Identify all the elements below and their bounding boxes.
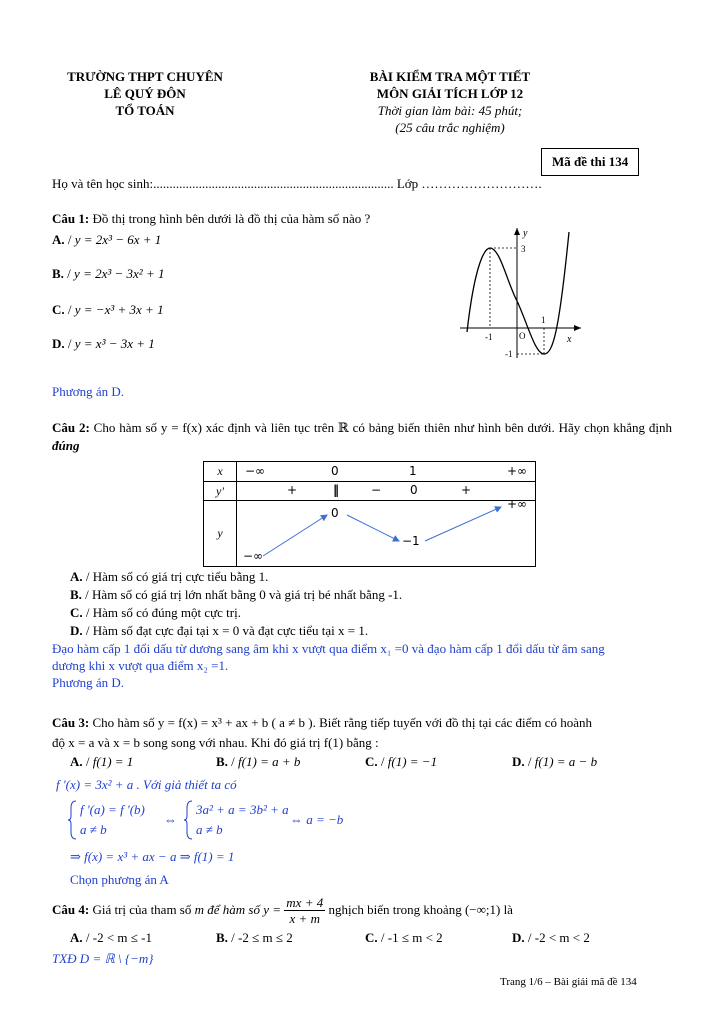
option-expr: f(1) = a + b — [238, 754, 301, 769]
vt-x-val: 1 — [409, 464, 417, 478]
option-letter: C. — [70, 605, 83, 620]
sys2-line1: 3a² + a = 3b² + a — [196, 802, 289, 817]
arrow-up-1 — [263, 515, 327, 556]
option-expr: y = 2x³ − 6x + 1 — [74, 232, 162, 247]
q4-stem — [52, 895, 513, 931]
vt-y-val: −∞ — [243, 549, 264, 563]
q1-option-d[interactable] — [52, 336, 155, 352]
option-sep: / — [64, 302, 75, 317]
vt-x-val: −∞ — [245, 464, 266, 478]
option-letter: A. — [52, 232, 65, 247]
exam-count: (25 câu trắc nghiệm) — [395, 120, 505, 135]
option-text: / Hàm số có giá trị cực tiểu bằng 1. — [82, 569, 269, 584]
q4-option-b[interactable] — [216, 930, 293, 946]
q1-option-c[interactable] — [52, 302, 164, 318]
vt-x-val: 0 — [331, 464, 339, 478]
option-text: / Hàm số có đúng một cực trị. — [82, 605, 241, 620]
q4-fraction — [284, 895, 325, 926]
option-sep: / — [377, 754, 388, 769]
school-header — [40, 68, 250, 119]
y-axis-label: y — [523, 228, 528, 239]
option-text: / Hàm số đạt cực đại tại x = 0 và đạt cực tiểu tại x = 1. — [82, 623, 369, 638]
q4-denominator: x + m — [289, 911, 320, 926]
school-line2: LÊ QUÝ ĐÔN — [104, 86, 186, 101]
q2-option-c[interactable] — [70, 605, 241, 621]
option-sep: / — [64, 232, 75, 247]
school-line3: TỔ TOÁN — [115, 103, 175, 118]
left-brace-icon — [184, 800, 194, 840]
option-expr: f(1) = a − b — [534, 754, 598, 769]
q1-answer: Phương án D. — [52, 384, 125, 399]
x-axis-label: x — [567, 334, 572, 345]
sys1-line1: f '(a) = f '(b) — [80, 802, 145, 817]
option-letter: D. — [512, 930, 525, 945]
exam-code: Mã đề thi 134 — [552, 154, 629, 169]
vt-yp-sign: ‖ — [333, 483, 339, 497]
vt-y-label: y — [204, 501, 237, 567]
q3-option-b[interactable] — [216, 754, 300, 770]
q1-stem — [52, 211, 370, 227]
vt-arrows — [237, 501, 537, 567]
arrow-up-2 — [425, 507, 501, 541]
exam-header — [330, 68, 570, 136]
q1-option-b[interactable] — [52, 266, 164, 282]
vt-y-val: 0 — [331, 506, 339, 520]
q1-graph — [455, 222, 585, 362]
q4-numerator: mx + 4 — [286, 895, 324, 910]
option-letter: B. — [70, 587, 82, 602]
q3-option-a[interactable] — [70, 754, 133, 770]
q2-answer: Phương án D. — [52, 675, 125, 690]
sys1-line2: a ≠ b — [80, 822, 107, 837]
tick-label-3: 3 — [521, 244, 526, 254]
option-letter: A. — [70, 569, 83, 584]
exam-title1: BÀI KIỂM TRA MỘT TIẾT — [369, 69, 531, 84]
y-axis-arrow-icon — [514, 228, 520, 235]
option-letter: D. — [70, 623, 83, 638]
option-letter: B. — [52, 266, 64, 281]
option-letter: A. — [70, 930, 83, 945]
q2-text: Cho hàm số y = f(x) xác định và liên tục trên ℝ có bảng biến thiên như hình bên dưới. Hãy chọn khẳng định — [89, 420, 672, 435]
q2-option-a[interactable] — [70, 569, 268, 585]
q2-label: Câu 2: — [52, 420, 90, 435]
q2-explain-line2: dương khi x vượt qua điểm x₂ =1. — [52, 658, 229, 673]
vt-x-label: x — [204, 462, 237, 482]
q3-text1: Cho hàm số y = f(x) = x³ + ax + b ( a ≠ b ). Biết rằng tiếp tuyến với đồ thị tại các điểm có hoành — [89, 715, 593, 730]
student-line: Họ và tên học sinh:.......................................................................... Lớp ………………………. — [52, 176, 542, 191]
variation-table — [203, 461, 536, 567]
vt-y-val: +∞ — [507, 497, 528, 511]
exam-time: Thời gian làm bài: 45 phút; — [377, 103, 523, 118]
vt-yp-row — [237, 482, 536, 501]
option-expr: y = 2x³ − 3x² + 1 — [74, 266, 165, 281]
option-sep: / — [63, 266, 75, 281]
option-letter: B. — [216, 754, 228, 769]
vt-yp-sign: − — [371, 483, 382, 497]
option-expr: y = −x³ + 3x + 1 — [74, 302, 164, 317]
q4-text-post: nghịch biến trong khoảng (−∞;1) là — [328, 902, 513, 917]
iff-1: ⇔ — [164, 812, 177, 827]
q3-option-c[interactable] — [365, 754, 437, 770]
q4-option-d[interactable] — [512, 930, 590, 946]
origin-label: O — [519, 331, 526, 341]
option-letter: D. — [52, 336, 65, 351]
option-sep: / — [82, 754, 93, 769]
option-text: / -2 ≤ m ≤ 2 — [227, 930, 293, 945]
q3-solution-line3: ⇒ f(x) = x³ + ax − a ⇒ f(1) = 1 — [70, 849, 235, 864]
option-expr: y = x³ − 3x + 1 — [74, 336, 155, 351]
tick-label-minus1-x: -1 — [485, 332, 493, 342]
option-sep: / — [227, 754, 239, 769]
q2-explain-line1: Đạo hàm cấp 1 đổi dấu từ dương sang âm khi x vượt qua điểm x₁ =0 và đạo hàm cấp 1 đổi dấu từ âm sang — [52, 641, 605, 656]
x-axis-arrow-icon — [574, 325, 581, 331]
school-line1: TRƯỜNG THPT CHUYÊN — [67, 69, 223, 84]
q4-option-a[interactable] — [70, 930, 152, 946]
q3-sol1: f '(x) = 3x² + a . Với giả thiết ta có — [56, 777, 237, 792]
arrow-down — [347, 515, 399, 541]
q3-label: Câu 3: — [52, 715, 90, 730]
left-brace-icon — [68, 800, 78, 840]
option-text: / -2 < m < 2 — [524, 930, 590, 945]
tick-label-1: 1 — [541, 315, 546, 325]
q1-option-a[interactable] — [52, 232, 161, 248]
q2-explanation — [52, 640, 605, 691]
option-sep: / — [524, 754, 535, 769]
q4-label: Câu 4: — [52, 902, 90, 917]
q2-option-b[interactable] — [70, 587, 402, 603]
vt-x-val: +∞ — [507, 464, 528, 478]
q3-answer: Chọn phương án A — [70, 872, 169, 887]
option-expr: f(1) = 1 — [92, 754, 134, 769]
q4-txd: TXĐ D = ℝ \ {−m} — [52, 951, 154, 966]
vt-yp-label: y' — [204, 482, 237, 501]
q4-text-mid: để hàm số y = — [204, 902, 285, 917]
option-letter: C. — [365, 754, 378, 769]
option-text: / Hàm số có giá trị lớn nhất bằng 0 và giá trị bé nhất bằng -1. — [81, 587, 403, 602]
q2-option-d[interactable] — [70, 623, 368, 639]
q3-stem — [52, 713, 592, 753]
sys-result: ⇔ a = −b — [290, 812, 344, 827]
q1-label: Câu 1: — [52, 211, 90, 226]
exam-code-box — [541, 148, 639, 176]
option-letter: B. — [216, 930, 228, 945]
option-text: / -2 < m ≤ -1 — [82, 930, 152, 945]
sys2-line2: a ≠ b — [196, 822, 223, 837]
q4-text-pre: Giá trị của tham số — [89, 902, 195, 917]
q1-text: Đồ thị trong hình bên dưới là đồ thị của hàm số nào ? — [89, 211, 371, 226]
vt-x-row — [237, 462, 536, 482]
vt-y-row — [237, 497, 536, 567]
vt-yp-sign: + — [461, 483, 472, 497]
q3-text2: độ x = a và x = b song song với nhau. Khi đó giá trị f(1) bằng : — [52, 735, 379, 750]
exam-title2: MÔN GIẢI TÍCH LỚP 12 — [376, 86, 524, 101]
option-letter: A. — [70, 754, 83, 769]
tick-label-minus1-y: -1 — [505, 349, 513, 359]
page-footer: Trang 1/6 – Bài giải mã đề 134 — [500, 976, 637, 988]
option-sep: / — [64, 336, 75, 351]
option-letter: D. — [512, 754, 525, 769]
vt-yp-sign: 0 — [410, 483, 418, 497]
q4-m: m — [194, 902, 205, 917]
option-letter: C. — [365, 930, 378, 945]
vt-yp-sign: + — [287, 483, 298, 497]
q3-option-d[interactable] — [512, 754, 597, 770]
option-text: / -1 ≤ m < 2 — [377, 930, 443, 945]
q2-emph: đúng — [52, 438, 80, 453]
q2-stem — [52, 419, 672, 455]
q3-solution-line1 — [56, 777, 237, 793]
vt-y-val: −1 — [402, 534, 420, 548]
cubic-curve — [467, 232, 569, 354]
option-letter: C. — [52, 302, 65, 317]
q4-option-c[interactable] — [365, 930, 443, 946]
option-expr: f(1) = −1 — [387, 754, 438, 769]
